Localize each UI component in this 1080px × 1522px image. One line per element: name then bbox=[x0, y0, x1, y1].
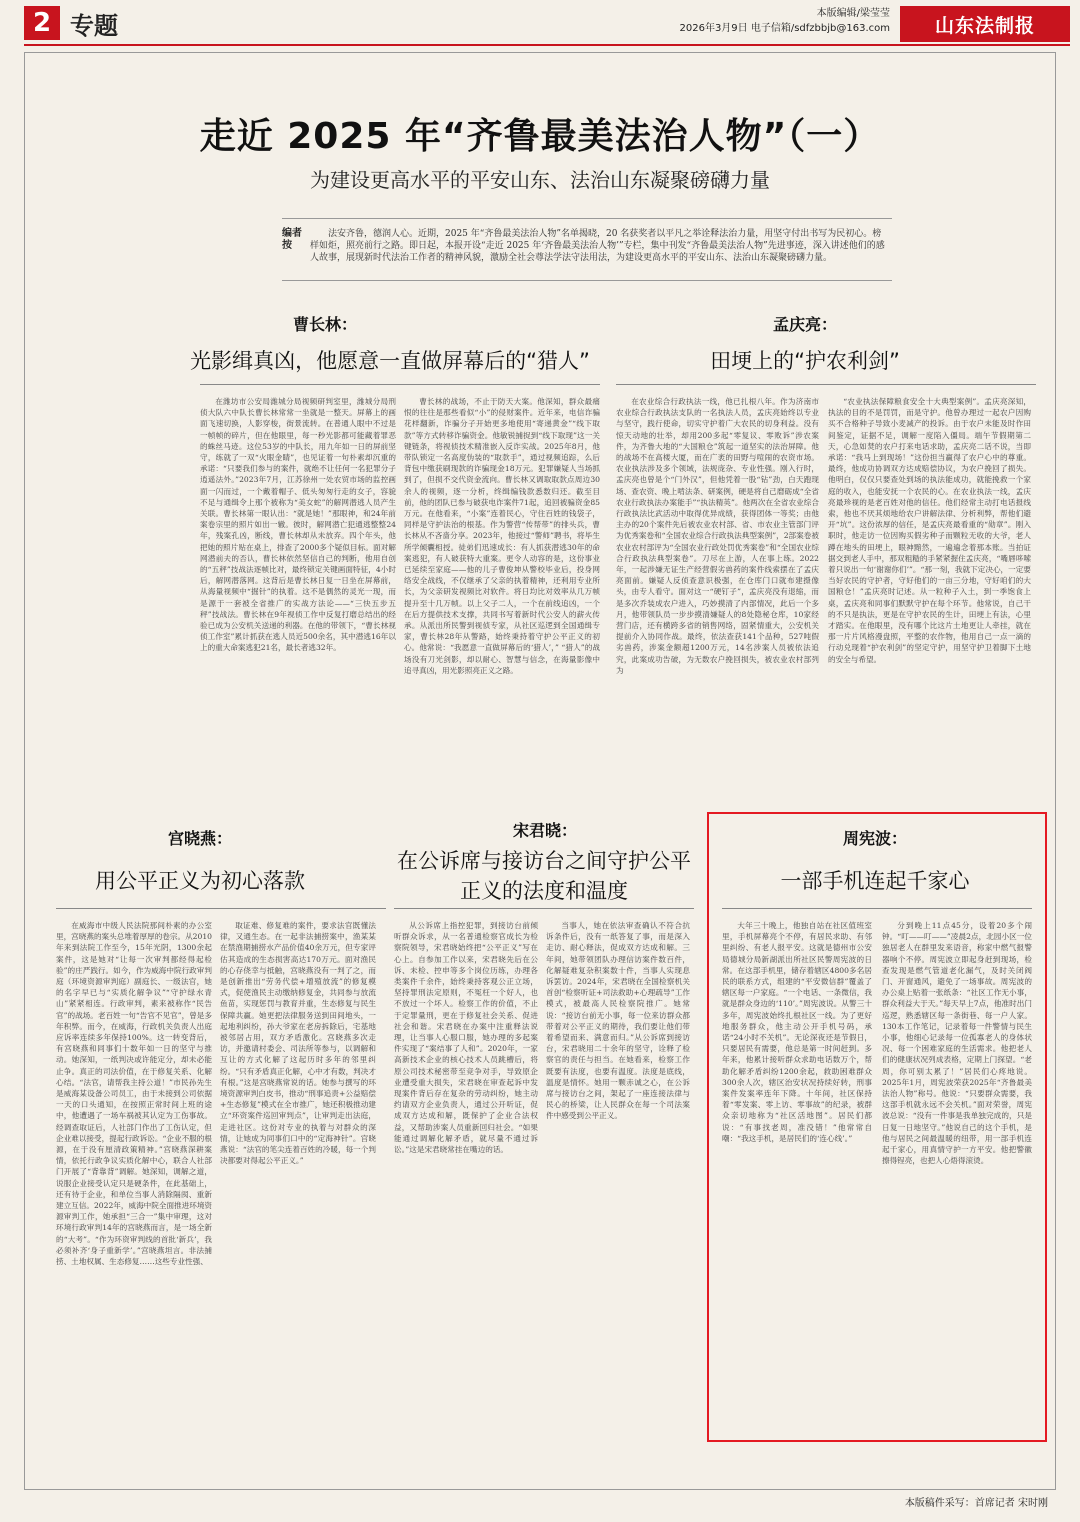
article-2-headline: 田埂上的“护农利剑” bbox=[710, 349, 900, 373]
article-1-col-1: 在潍坊市公安局潍城分局视频研判室里，潍城分局刑侦大队六中队长曹长林常常一坐就是一整天。屏幕上的画面飞速切换，人影穿梭，街景流转。在普通人眼中不过是一帧帧的碎片，但在他眼里，每一秒光影都可能藏着罪恶的蛛丝马迹。这位53岁的中队长，用九年如一日的屏前坚守，练就了一双“火眼金睛”，也见证着一句朴素却沉重的承诺：“只要我们参与的案件，就绝不让任何一名犯罪分子逍遥法外。”2023年7月，江苏徐州一处农贸市场的监控画面一闪而过，一个戴着帽子、低头匆匆行走的女子，容貌不足与通缉令上那个被称为“美女蛇”的解网潜逃人员产生关联。曹长林第一眼认出：“就是她！”那眼神，和24年前案卷宗里的照片如出一辙。彼时，解网潜亡犯通逃整整24年，残案孔凶，断线，曹长林却从未放弃。四个年头，他把她的照片贴在桌上，排查了2000多个疑似目标。面对解网潜前夫的否认，曹长林依然坚信自己的判断，他用自创的“五秤”技战法逐帧比对，最终锁定关键画面特征，4小时后，解网潜落网。这背后是曹长林日复一日坐在屏幕前，从海量视频中“掘针”的执着。这不是偶然的灵光一现，而是源于一套被全省推广的实战方法论——“三快五步五秤”技战法。曹长林在9年视侦工作中反复打磨总结出的经验已成为公安机关送递的利器。在他的带领下，“曹长林视侦工作室”累计抓获在逃人员近500余名，其中潜逃16年以上的重大命案逃犯21名，最长者逃32年。 bbox=[200, 397, 396, 653]
article-1-person: 曹长林： bbox=[292, 315, 357, 334]
article-4-rule bbox=[394, 908, 694, 909]
newspaper-logo: 山东法制报 bbox=[900, 6, 1070, 42]
article-2-person: 孟庆亮： bbox=[772, 315, 837, 334]
article-5-col-1: 大年三十晚上，他独自站在社区值班室里，手机屏幕亮个不停，有居民求助、有邻里纠纷、有老人报平安。这就是德州市公安局德城分局新湖派出所社区民警周宪波的日常。在这部手机里，储存着辖区4800多名居民的联系方式，组建的“平安微信群”覆盖了辖区每一户家庭。“一个电话、一条微信，我就是群众身边的‘110’。”周宪波说。从警三十多年，周宪波始终扎根社区一线。为了更好地服务群众，他主动公开手机号码，承诺“24小时不关机”。无论深夜还是节假日，只要居民有需要，他总是第一时间赶到。多年来，他累计接听群众求助电话数万个，帮助化解矛盾纠纷1200余起，救助困难群众300余人次，辖区治安状况持续好转，刑事案件发案率连年下降。十年间，社区保持着“零发案、零上访、零事故”的纪录，被群众亲切地称为“社区活地图”。居民们都说：“有事找老周，准没错！”他常常自嘲：“我这手机，是居民们的‘连心线’。” bbox=[722, 921, 872, 1143]
article-5-rule bbox=[722, 908, 1032, 909]
date-line: 2026年3月9日 电子信箱/sdfzbbjb@163.com bbox=[679, 23, 890, 34]
article-2-col-1: 在农业综合行政执法一线，他已扎根八年。作为济南市农业综合行政执法支队的一名执法人员，孟庆亮始终以专业与坚守，践行使命，切实守护着广大农民的切身利益。没有惊天动地的壮举，却用200多起“零复议、零败诉”涉农案件，为齐鲁大地的“大国粮仓”筑起一道坚实的法治屏障。他的战场不在高楼大厦，而在广袤的田野与喧闹的农资市场。农业执法涉及多个领域，法规庞杂、专业性强。刚入行时，孟庆亮也曾是个“门外汉”，但他凭着一股“钻”劲，白天跑现场、查农资、晚上啃法条、研案例，硬是将自己磨砺成“全省农业行政执法办案能手”“执法精英”。他两次在全省农业综合行政执法比武活动中取得优异成绩，获得团体一等奖；由他主办的20个案件先后被农业农村部、省、市农业主管部门评为优秀案卷和“全国农业综合行政执法典型案例”，2部案卷被农业农村部评为“全国农业行政处罚优秀案卷”和“全国农业综合行政执法典型案卷”。刀尽在上游，人在事上练。2022年，一起涉嫌无证生产经营假劣兽药的案件线索摆在了孟庆亮面前。嫌疑人反侦查意识极强，在仓库门口就布建摄像头，由专人看守。面对这一“硬钉子”，孟庆亮没有退缩，而是多次乔装成农户进入，巧妙摸清了内部情况，此后一个多月，他带领队员一步步摸清嫌疑人的8处隐秘仓库，10家经营门店，还有横跨多省的销售网络，固紧情重大，公安机关提前介入协同作战。最终，依法查获141个品种，527吨假劣兽药，涉案金额超1200万元，14名涉案人员被依法追究，此案成功告破，为无数农户挽回损失，被农业农村部列为 bbox=[616, 397, 819, 675]
article-4-col-1: 从公诉席上指控犯罪，到接访台前倾听群众诉求，从一名普通检察官成长为检察院领导，宋君晓始终把“公平正义”写在心上。自参加工作以来，宋君晓先后在公诉、未检、控申等多个岗位历练，办理各类案件千余件，始终秉持客观公正立场，坚持罪刑法定原则，不冤枉一个好人，也不放过一个坏人。检察工作的价值，不止于定罪量刑，更在于修复社会关系、促进社会和谐。宋君晓在办案中注重释法说理，让当事人心服口服，她办理的多起案件实现了“案结事了人和”。2020年，一家高新技术企业的核心技术人员跳槽后，将原公司技术秘密带至竞争对手，导致原企业遭受重大损失，宋君晓在审查起诉中发现案件背后存在复杂的劳动纠纷，她主动约请双方企业负责人，通过公开听证，促成双方达成和解，既保护了企业合法权益，又帮助涉案人员重新回归社会。“如果能通过调解化解矛盾，就尽量不通过诉讼。”这是宋君晓常挂在嘴边的话。 bbox=[394, 921, 538, 1155]
page-number: 2 bbox=[24, 6, 60, 40]
article-5-col-2: 分到晚上11点45分，设着20多个闹钟。“叮——叮——”凌晨2点，北园小区一位独居老人在群里发来语音，称家中燃气报警器响个不停。周宪波立即起身赶到现场，检查发现是燃气管道老化漏气，及时关闭阀门、开窗通风，避免了一场事故。周宪波的办公桌上贴着一张纸条：“社区工作无小事，群众利益大于天。”每天早上7点，他准时出门巡逻，熟悉辖区每一条街巷、每一户人家。130本工作笔记，记录着每一件警情与民生小事，他细心记录每一位孤寡老人的身体状况、每一个困难家庭的生活需求。他把老人们的健康状况列成表格，定期上门探望。“老周，你可别太累了！”居民们心疼地说。2025年1月，周宪波荣获2025年“齐鲁最美法治人物”称号。他说：“只要群众需要，我这部手机就永远不会关机。”面对荣誉，周宪波总说：“没有一件事是我单独完成的，只是日复一日地坚守。”他说自己的这个手机，是他与居民之间最温暖的纽带，用一部手机连起千家心，用真情守护一方平安。他把警徽擦得锃亮，也把人心焐得滚烫。 bbox=[882, 921, 1032, 1166]
editor-line: 本版编辑/梁莹莹 bbox=[816, 8, 890, 19]
article-1-rule bbox=[200, 384, 600, 385]
header-meta bbox=[680, 6, 891, 36]
page-title: 走近 2025 年“齐鲁最美法治人物”（一） bbox=[199, 116, 881, 157]
editors-note-top-rule bbox=[282, 218, 892, 219]
article-3-col-1: 在威海市中级人民法院那间朴素的办公室里，宫晓燕的案头总堆着厚厚的卷宗。从2010年来到法院工作至今，15年光阴，1300余起案件，这是她对“让每一次审判都经得起检验”的庄严践行。如今，作为威海中院行政审判庭（环境资源审判庭）副庭长、一级法官，她的名字早已与“实质化解争议”“守护绿水青山”紧紧相连。行政审判，素来被称作“民告官”的战场。老百姓一句“告官不见官”，曾是多年积弊。而今，在威海，行政机关负责人出庭应诉率连续多年保持100%。这一转变背后，有宫晓燕和同事们十数年如一日的坚守与推动。她深知，一纸判决或许能定分，却未必能止争。真正的司法价值，在于修复关系、化解心结。“法官，请帮我主持公道！”市民孙先生是威海某设备公司员工，由于未接到公司依据一天的口头通知，在按照正常时间上班的途中，他遭遇了一场车祸被其认定为工伤事故。经调查取证后，人社部门作出了工伤认定，但企业难以接受，提起行政诉讼。“企业不服的根源，在于没有厘清政策精神。”宫晓燕深耕案情，依托行政争议实质化解中心，联合人社部门开展了“背靠背”调解。她深知，调解之道，说服企业接受认定只是硬条件，在此基础上，还有待于企业，和单位当事人消除隔阂、重新建立互信。2022年，威海中院全面推进环境资源审判工作，她承担“三合一”集中审理，这对环境行政审判14年的宫晓燕而言，是一场全新的“大考”。“作为环资审判线的首批‘新兵’，我必须补齐‘身子重新学’。”宫晓燕坦言。非法捕捞、土地权属、生态修复……这些专业性强、 bbox=[56, 921, 212, 1267]
article-2-rule bbox=[616, 384, 1036, 385]
editors-note-text: 法安齐鲁，德润人心。近期，2025 年“齐鲁最美法治人物”名单揭晓，20 名获奖者以平凡之举诠释法治力量，用坚守付出书写为民初心。榜样如炬，照亮前行之路。即日起，本报开设“走近 2025 年‘齐鲁最美法治人物’”专栏，集中刊发“齐鲁最美法治人物”先进事迹，深入讲述他们的感人故事，展现新时代法治工作者的精神风貌，激励全社会尊法学法守法用法，为建设更高水平的平安山东、法治山东凝聚磅礴力量。 bbox=[310, 229, 885, 263]
editors-note-bottom-rule bbox=[282, 280, 892, 281]
article-5-person: 周宪波： bbox=[842, 829, 907, 848]
editors-note-label: 编者按 bbox=[282, 228, 302, 251]
article-4-col-2: 当事人，她在依法审查确认不符合抗诉条件后，没有一纸答复了事，而是深入走访、耐心释法，促成双方达成和解。三年间，她带领团队办理信访案件数百件，化解疑难复杂积案数十件，当事人实现息诉罢访。2024年，宋君晓在全国检察机关首创“检察听证+司法救助+心理疏导”工作模式，被最高人民检察院推广。她常说：“接访台前无小事，每一位来访群众都带着对公平正义的期待，我们要让他们带着希望而来、满意而归。”从公诉席到接访台，宋君晓用二十余年的坚守，诠释了检察官的责任与担当。在她看来，检察工作既要有法度，也要有温度。法度是底线，温度是情怀。她用一颗赤诚之心，在公诉席与接访台之间，架起了一座连接法律与民心的桥梁，让人民群众在每一个司法案件中感受到公平正义。 bbox=[546, 921, 690, 1121]
section-name: 专题 bbox=[70, 11, 118, 40]
page-subtitle: 为建设更高水平的平安山东、法治山东凝聚磅礴力量 bbox=[310, 168, 770, 192]
article-3-person: 宫晓燕： bbox=[167, 829, 232, 848]
article-5-headline: 一部手机连起千家心 bbox=[780, 869, 970, 893]
header-rule bbox=[24, 44, 1070, 46]
article-2-col-2: “农业执法保障粮食安全十大典型案例”。孟庆亮深知，执法的目的不是罚罚，而是守护。他曾办理过一起农户因购买不合格种子导致小麦减产的投诉。由于农户未能及时作田间鉴定，证据不足，调解一度陷入僵局。端午节假期第二天，心急如焚的农户打来电话求助，孟庆亮二话不说，当即承诺：“我马上到现场！”这份担当赢得了农户心中的尊重。最终，他成功协调双方达成赔偿协议，为农户挽回了损失。他明白，仅仅只要查处到场的执法能成功，就能挽救一个家庭的收入，也能安抚一个农民的心。在农业执法一线，孟庆亮最珍视的是老百姓对他的信任。他们经常主动打电话报线索，他也不厌其烦地给农户讲解法律、分析利弊，帮他们避开“坑”。这份浓厚的信任，是孟庆亮最看重的“勋章”。刚入职时，他走访一位因购买假劣种子而颗粒无收的大爷，老人蹲在地头的田埂上，眼神黯然，一遍遍念着那本账。当拍证据交到老人手中，那双粗糙的手紧紧握住孟庆亮，“嘴唇哆嗦着只说出一句‘谢谢你们’”。“那一刻，我就下定决心，一定要当好农民的守护者，守好他们的一亩三分地，守好咱们的大国粮仓！”孟庆亮时记述。从一粒种子入土，到一季饱食上桌，孟庆亮和同事们默默守护在每个环节。他常说，自己干的不只是执法，更是在守护农民的生计，田埂上有法，心里才踏实。在他眼里，没有哪个比这片土地更让人牵挂，就在那一片片风格漫盘照，平整的农作物，他用自己一点一滴的行动兑现着“护农利剑”的坚定守护，用坚守护卫着脚下土地的安全与希望。 bbox=[828, 397, 1031, 664]
article-4-headline: 在公诉席与接访台之间守护公平正义的法度和温度 bbox=[397, 849, 691, 903]
article-4-person: 宋君晓： bbox=[512, 821, 577, 840]
article-1-headline: 光影缉真凶，他愿意一直做屏幕后的“猎人” bbox=[190, 349, 590, 373]
article-3-col-2: 取证难、修复难的案件，要求法官既懂法律，又通生态。在一起非法捕捞案中，渔某某在禁渔期捕捞水产品价值40余万元，但专家评估其造成的生态损害高达170万元。面对渔民的心存侥幸与抵触，宫晓燕没有一判了之，而是创新推出“劳务代偿+增殖放流”的修复模式，促使渔民主动缴纳修复金，共同参与放流鱼苗，实现惩罚与教育并重，生态修复与民生保障共赢。她更把法律服务送到田间地头，一起地利纠纷，孙大爷家在老房拆除后，宅基地被邻居占用，双方矛盾激化。宫晓燕多次走访，并邀请村委会、司法所等参与，以调解和互让的方式化解了这起历时多年的邻里纠纷。“只有矛盾真正化解，心中才有数，判决才有根。”这是宫晓燕常说的话。她参与撰写的环境资源审判白皮书，推动“刑事追责+公益赔偿+生态修复”模式在全市推广，她还积极推动建立“环资案件巡回审判点”，让审判走出法庭，走进社区。这份对专业的执着与对群众的深情，让她成为同事们口中的“定海神针”。宫晓燕说：“法官的笔尖连着百姓的冷暖，每一个判决都要对得起公平正义。” bbox=[220, 921, 376, 1166]
article-3-headline: 用公平正义为初心落款 bbox=[95, 869, 305, 893]
article-3-rule bbox=[56, 908, 386, 909]
byline-credit: 本版稿件采写：首席记者 宋时刚 bbox=[904, 1498, 1048, 1509]
page-header-left bbox=[24, 6, 118, 40]
article-1-col-2: 曹长林的战场，不止于防天大案。他深知，群众最痛恨的往往是那些看似“小”的侵财案件。近年来，电信诈骗花样翻新，诈骗分子开始更多地使用“寄递黄金”“线下取款”等方式转移诈骗资金。他敏锐捕捉到“线下取现”这一关键链条，将视侦技术精准嵌入反诈实战。2025年8月，他带队锁定一名高度伪装的“取款手”，通过视频追踪，么后背包中缴获刷现款的诈骗现金18万元。犯罪嫌疑人当场抓到了，但损不交代资金流向。曹长林又调取取款点周边30余人的视频，逐一分析，终缉编钱款悉数归还。截至目前，他的团队已参与破获电诈案件71起，追回被骗资金85万元。在他看来，“小案”连着民心，守住百姓的钱袋子，同样是守护法治的根基。作为警营“传帮带”的排头兵，曹长林从不吝啬分享。2023年，他接过“警师”聘书，将毕生所学倾囊相授。徒弟们迅速成长：有人抓获潜逃30年的命案逃犯，有人破获特大重案。更令人动容的是，这份事业已延续至家庭——他的儿子曹俊坤从警校毕业后，投身网络安全战线，不仅继承了父亲的执着精神，还利用专业所长，为父亲研发视频比对软件。将日均比对效率从几万帧提升至十几万帧。以上父子二人，一个在前线追凶，一个在后方提供技术支撑，共同书写着新时代公安人的薪火传承。从派出所民警到视侦专家，从社区巡逻到全国通缉专家，曹长林28年从警路，始终秉持着守护公平正义的初心。他常说：“我愿意一直做屏幕后的‘猎人’，” “猎人”的战场没有刀光剑影，却以耐心、智慧与信念，在海量影像中追寻真凶，用光影照亮正义之路。 bbox=[404, 397, 600, 675]
